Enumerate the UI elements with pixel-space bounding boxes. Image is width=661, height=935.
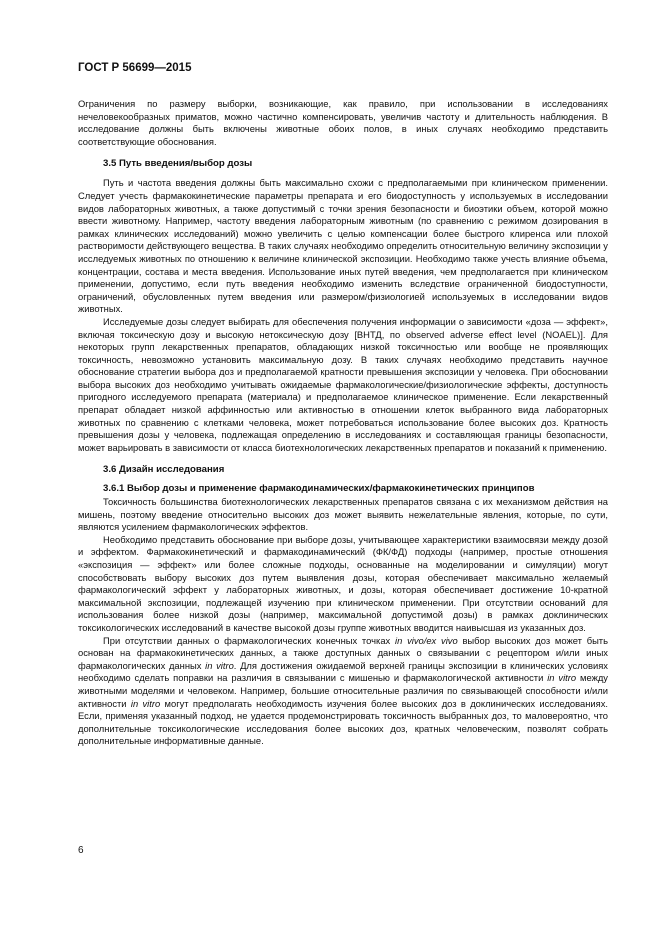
italic-term: in vitro [130, 697, 161, 709]
paragraph-pkpd-approach: Необходимо представить обоснование при выборе дозы, учитывающее характеристики взаимосвязи между дозой и эффектом. Фармакокинетический и фармакодинамический (ФК/ФД) подходы (например, простые отношения «экспозиция — эффект» или более сложные подходы, основанные на моделировании и симуляции) могут способствовать выбору высоких доз путем выявления дозы, которая обеспечивает максимально желаемый фармакологический эффект у лабораторных животных, и дозы, которая обеспечивает достижение 10-кратной максимальной экспозиции, подлежащей изучению при клиническом применении. При отсутствии оснований для использования более низкой дозы (например, максимальной допустимой дозы) в рамках доклинических токсикологических исследований в качестве высокой дозы группе животных вводится наивысшая из указанных доз. [78, 533, 608, 633]
page-number: 6 [78, 845, 84, 856]
document-header: ГОСТ Р 56699—2015 [78, 62, 192, 74]
italic-term: in vitro [205, 659, 234, 671]
italic-term: in vitro [547, 672, 577, 684]
section-3-5-title: 3.5 Путь введения/выбор дозы [103, 158, 253, 170]
text-run: между животными моделями и человеком. Например, большие относительные различия по связывающей способности и/или активности [78, 672, 608, 709]
text-run: выбор высоких доз может быть основан на фармакокинетических данных, а также доступных данных о связывании с рецептором и/или иных фармакологических данных [78, 634, 608, 671]
paragraph-sample-size: Ограничения по размеру выборки, возникающие, как правило, при использовании в исследованиях нечеловекообразных приматов, можно частично компенсировать, увеличив частоту и длительность наблюдения. В исследование должны быть включены животные обоих полов, в иных случаях необходимо представить соответствующие обоснования. [78, 98, 608, 147]
paragraph-route: Путь и частота введения должны быть максимально схожи с предполагаемыми при клиническом применении. Следует учесть фармакокинетические параметры препарата и его биодоступность у используемых в исследовании видов лабораторных животных, а также допустимый с точки зрения безопасности и биоэтики объем, которой можно ввести животному. Например, частоту введения лабораторным животным (по сравнению с режимом дозирования в рамках клинических исследований) можно увеличить с целью компенсации более быстрого клиренса или плохой растворимости действующего вещества. В таких случаях необходимо определить относительную величину экспозиции у исследуемых животных по отношению к величине клинической экспозиции. Необходимо также учесть влияние объема, концентрации, состава и места введения. Использование иных путей введения, чем предполагается при клиническом применении, допустимо, если путь введения необходимо изменить вследствие ограниченной биодоступности, ограничений, обусловленных путем введения или размером/физиологией используемых в исследовании видов животных. [78, 177, 608, 315]
section-3-6-title: 3.6 Дизайн исследования [103, 464, 225, 476]
text-run: При отсутствии данных о фармакологических конечных точках [103, 634, 395, 646]
paragraph-dose-selection: Исследуемые дозы следует выбирать для обеспечения получения информации о зависимости «доза — эффект», включая токсическую дозу и высокую нетоксическую дозу [ВНТД, по observed adverse effect level (NOAEL)]. Для некоторых групп лекарственных препаратов, обладающих низкой токсичностью или вообще не проявляющих токсичность, невозможно установить максимальную дозу. В таких случаях необходимо представить научное обоснование стратегии выбора доз и предполагаемой кратности превышения экспозиции у человека. При обосновании выбора высоких доз необходимо учитывать ожидаемые фармакологические/физиологические эффекты, доступность пригодного исследуемого препарата (материала) и предполагаемое клиническое применение. Если лекарственный препарат обладает низкой аффинностью или активностью в отношении клеток выбранного вида лабораторных животных по сравнению с клетками человека, может потребоваться использование более высоких доз. Кратность превышения дозы у человека, подлежащая определению в исследованиях и составляющая границы безопасности, может варьировать в зависимости от класса биотехнологических лекарственных препаратов и показаний к применению. [78, 315, 608, 453]
paragraph-no-pharmacology-data [78, 635, 608, 748]
section-3-6-1-title: 3.6.1 Выбор дозы и применение фармакодинамических/фармакокинетических принципов [103, 483, 535, 495]
italic-term: in vivo/ex vivo [395, 634, 458, 646]
paragraph-toxicity-mechanism: Токсичность большинства биотехнологических лекарственных препаратов связана с их механизмом действия на мишень, поэтому введение относительно высоких доз может выявить нежелательные явления, которые, по сути, являются усилением фармакологических эффектов. [78, 496, 608, 533]
text-run: . Для достижения ожидаемой верхней границы экспозиции в клинических условиях необходимо сделать поправки на различия в связывании с мишенью и фармакологической активности [78, 659, 608, 684]
text-run: могут предполагать необходимость изучения более высоких доз в доклинических исследованиях. Если, применяя указанный подход, не удается продемонстрировать токсичность выбранных доз, то маловероятно, что дополнительные токсикологические исследования более высоких доз, кратных человеческим, позволят собрать дополнительные информативные данные. [78, 697, 608, 747]
